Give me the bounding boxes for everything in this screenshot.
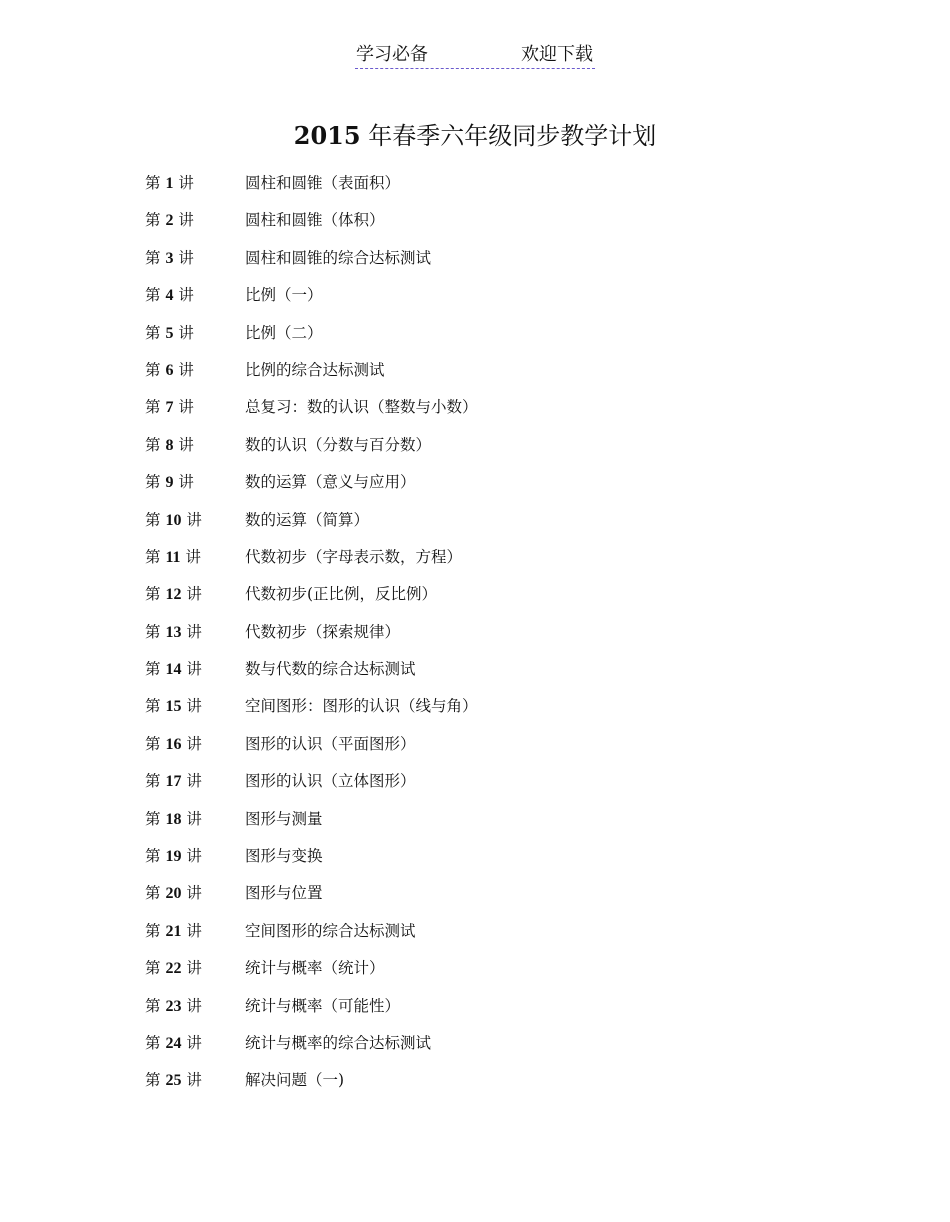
lesson-row — [145, 509, 845, 546]
lesson-topic: 图形的认识（平面图形） — [245, 734, 416, 753]
lesson-number — [145, 172, 194, 195]
lesson-list — [145, 172, 845, 1107]
lesson-number — [145, 733, 202, 756]
lesson-number — [145, 882, 202, 905]
lesson-index: 6 — [165, 361, 174, 379]
lesson-suffix: 讲 — [173, 174, 194, 192]
lesson-suffix: 讲 — [173, 398, 194, 417]
lesson-row — [145, 546, 845, 583]
lesson-index: 12 — [165, 586, 182, 604]
lesson-topic: 圆柱和圆锥（体积） — [245, 211, 385, 230]
lesson-topic: 图形与位置 — [245, 884, 323, 903]
lesson-index: 2 — [165, 212, 174, 230]
lesson-suffix: 讲 — [173, 211, 194, 230]
lesson-number — [145, 509, 202, 532]
lesson-prefix: 第 — [145, 211, 166, 230]
lesson-topic: 数的运算（意义与应用） — [245, 473, 416, 492]
lesson-prefix: 第 — [145, 398, 166, 417]
lesson-row — [145, 471, 845, 508]
lesson-prefix: 第 — [145, 248, 166, 267]
lesson-index: 24 — [165, 1034, 182, 1052]
lesson-number — [145, 808, 202, 831]
lesson-suffix: 讲 — [181, 585, 202, 604]
lesson-row — [145, 695, 845, 732]
title-year: 2015 — [293, 121, 361, 150]
lesson-number — [145, 322, 194, 345]
lesson-number — [145, 471, 194, 494]
lesson-suffix: 讲 — [181, 622, 202, 641]
lesson-index: 20 — [165, 885, 182, 903]
lesson-index: 21 — [165, 922, 182, 940]
lesson-suffix: 讲 — [181, 847, 202, 866]
lesson-prefix: 第 — [145, 921, 166, 940]
lesson-number — [145, 920, 202, 943]
lesson-prefix: 第 — [145, 435, 166, 454]
lesson-suffix: 讲 — [173, 435, 194, 454]
document-title — [0, 116, 950, 151]
lesson-topic: 数的运算（简算） — [245, 510, 370, 529]
lesson-suffix: 讲 — [181, 1071, 202, 1090]
lesson-index: 8 — [165, 436, 174, 454]
lesson-row — [145, 621, 845, 658]
lesson-topic: 统计与概率的综合达标测试 — [245, 1033, 432, 1052]
lesson-number — [145, 621, 202, 644]
lesson-number — [145, 1069, 202, 1092]
lesson-prefix: 第 — [145, 1033, 166, 1052]
lesson-row — [145, 1032, 845, 1069]
lesson-topic: 比例（一） — [245, 286, 323, 305]
lesson-index: 3 — [165, 249, 174, 267]
lesson-prefix: 第 — [145, 772, 166, 791]
lesson-suffix: 讲 — [181, 884, 202, 903]
lesson-topic: 圆柱和圆锥的综合达标测试 — [245, 248, 432, 267]
lesson-index: 16 — [165, 735, 182, 753]
lesson-prefix: 第 — [145, 1071, 166, 1090]
lesson-suffix: 讲 — [181, 772, 202, 791]
page-header — [355, 40, 595, 69]
lesson-suffix: 讲 — [181, 809, 202, 828]
lesson-index: 9 — [165, 474, 174, 492]
lesson-topic: 图形的认识（立体图形） — [245, 772, 416, 791]
lesson-index: 13 — [165, 623, 182, 641]
lesson-prefix: 第 — [145, 959, 166, 978]
lesson-index: 11 — [165, 548, 181, 566]
lesson-prefix: 第 — [145, 996, 166, 1015]
lesson-index: 22 — [165, 960, 182, 978]
lesson-prefix: 第 — [145, 622, 166, 641]
lesson-row — [145, 396, 845, 433]
lesson-index: 14 — [165, 661, 182, 679]
lesson-number — [145, 434, 194, 457]
lesson-row — [145, 434, 845, 471]
lesson-topic: 图形与测量 — [245, 809, 323, 828]
lesson-prefix: 第 — [145, 884, 166, 903]
lesson-row — [145, 658, 845, 695]
lesson-row — [145, 957, 845, 994]
lesson-topic: 数的认识（分数与百分数） — [245, 435, 432, 454]
lesson-prefix: 第 — [145, 697, 166, 716]
lesson-suffix: 讲 — [173, 360, 194, 379]
lesson-prefix: 第 — [145, 734, 166, 753]
lesson-row — [145, 770, 845, 807]
header-right-text: 欢迎下载 — [521, 44, 593, 65]
lesson-topic: 解决问题（一) — [245, 1071, 345, 1090]
lesson-topic: 代数初步（字母表示数，方程） — [245, 547, 463, 566]
lesson-row — [145, 882, 845, 919]
lesson-suffix: 讲 — [181, 921, 202, 940]
lesson-prefix: 第 — [145, 847, 166, 866]
lesson-prefix: 第 — [145, 286, 166, 305]
lesson-topic: 比例（二） — [245, 323, 323, 342]
lesson-row — [145, 322, 845, 359]
lesson-index: 4 — [165, 287, 174, 305]
lesson-suffix: 讲 — [180, 547, 201, 566]
lesson-row — [145, 920, 845, 957]
lesson-row — [145, 284, 845, 321]
lesson-row — [145, 1069, 845, 1106]
lesson-index: 7 — [165, 399, 174, 417]
lesson-prefix: 第 — [145, 174, 166, 192]
lesson-prefix: 第 — [145, 660, 166, 679]
lesson-topic: 总复习：数的认识（整数与小数） — [245, 398, 478, 417]
lesson-number — [145, 247, 194, 270]
lesson-prefix: 第 — [145, 473, 166, 492]
lesson-prefix: 第 — [145, 809, 166, 828]
lesson-row — [145, 172, 845, 209]
lesson-suffix: 讲 — [181, 697, 202, 716]
lesson-number — [145, 396, 194, 419]
lesson-number — [145, 583, 202, 606]
lesson-number — [145, 770, 202, 793]
lesson-row — [145, 995, 845, 1032]
header-left-text: 学习必备 — [356, 44, 428, 65]
lesson-index: 25 — [165, 1072, 182, 1090]
lesson-number — [145, 995, 202, 1018]
lesson-topic: 统计与概率（统计） — [245, 959, 385, 978]
title-text: 年春季六年级同步教学计划 — [360, 122, 657, 150]
lesson-topic: 统计与概率（可能性） — [245, 996, 401, 1015]
lesson-row — [145, 733, 845, 770]
lesson-topic: 图形与变换 — [245, 847, 323, 866]
lesson-topic: 空间图形的综合达标测试 — [245, 921, 416, 940]
lesson-number — [145, 546, 201, 569]
lesson-topic: 比例的综合达标测试 — [245, 360, 385, 379]
lesson-topic: 代数初步(正比例，反比例） — [245, 585, 438, 604]
lesson-row — [145, 583, 845, 620]
lesson-number — [145, 1032, 202, 1055]
lesson-number — [145, 209, 194, 232]
lesson-index: 23 — [165, 997, 182, 1015]
lesson-prefix: 第 — [145, 360, 166, 379]
lesson-number — [145, 957, 202, 980]
lesson-row — [145, 209, 845, 246]
lesson-row — [145, 247, 845, 284]
lesson-row — [145, 359, 845, 396]
lesson-suffix: 讲 — [181, 959, 202, 978]
lesson-prefix: 第 — [145, 547, 166, 566]
lesson-index: 17 — [165, 773, 182, 791]
lesson-row — [145, 808, 845, 845]
lesson-suffix: 讲 — [173, 248, 194, 267]
lesson-number — [145, 284, 194, 307]
lesson-suffix: 讲 — [181, 734, 202, 753]
lesson-number — [145, 845, 202, 868]
lesson-index: 19 — [165, 848, 182, 866]
lesson-suffix: 讲 — [173, 473, 194, 492]
lesson-number — [145, 695, 202, 718]
lesson-index: 15 — [165, 698, 182, 716]
lesson-number — [145, 359, 194, 382]
lesson-topic: 数与代数的综合达标测试 — [245, 660, 416, 679]
lesson-suffix: 讲 — [173, 323, 194, 342]
lesson-number — [145, 658, 202, 681]
lesson-prefix: 第 — [145, 510, 166, 529]
lesson-index: 1 — [165, 175, 174, 192]
lesson-prefix: 第 — [145, 323, 166, 342]
lesson-suffix: 讲 — [181, 996, 202, 1015]
lesson-prefix: 第 — [145, 585, 166, 604]
lesson-topic: 空间图形：图形的认识（线与角） — [245, 697, 478, 716]
lesson-index: 18 — [165, 810, 182, 828]
lesson-suffix: 讲 — [173, 286, 194, 305]
lesson-suffix: 讲 — [181, 510, 202, 529]
lesson-suffix: 讲 — [181, 1033, 202, 1052]
lesson-suffix: 讲 — [181, 660, 202, 679]
lesson-topic: 圆柱和圆锥（表面积） — [245, 174, 401, 192]
lesson-row — [145, 845, 845, 882]
lesson-index: 5 — [165, 324, 174, 342]
lesson-index: 10 — [165, 511, 182, 529]
lesson-topic: 代数初步（探索规律） — [245, 622, 401, 641]
